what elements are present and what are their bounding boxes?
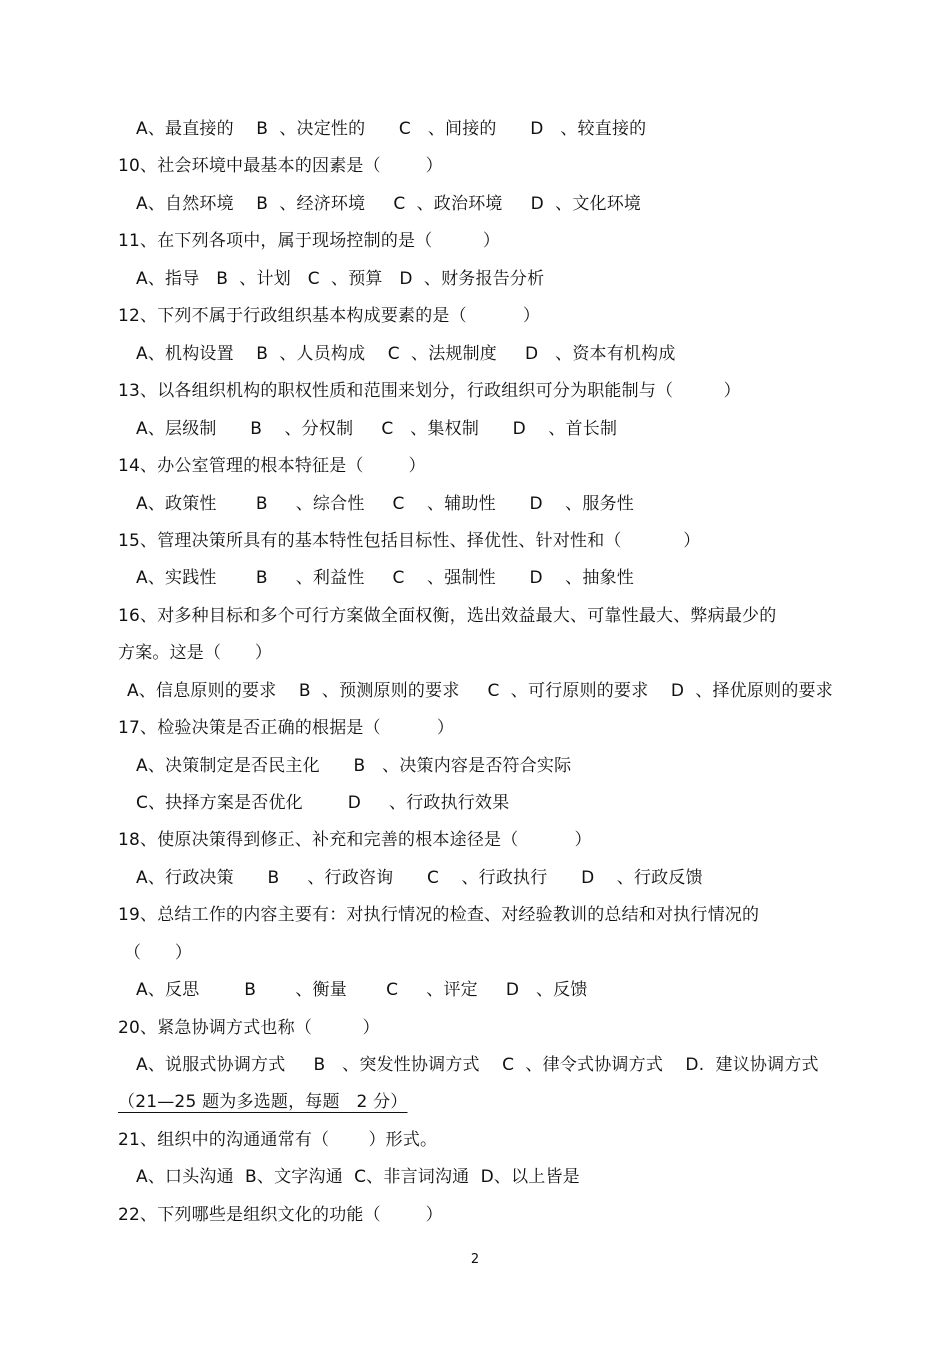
question-13: 13、以各组织机构的职权性质和范围来划分，行政组织可分为职能制与（ ） [118,381,741,401]
question-11-options: A、指导 B 、计划 C 、预算 D 、财务报告分析 [136,269,545,289]
question-17-options-cd: C、抉择方案是否优化 D 、行政执行效果 [136,793,510,813]
question-20-options: A、说服式协调方式 B 、突发性协调方式 C 、律令式协调方式 D. 建议协调方式 [136,1055,819,1075]
question-22: 22、下列哪些是组织文化的功能（ ） [118,1205,443,1225]
page-number: 2 [470,1252,480,1267]
question-15: 15、管理决策所具有的基本特性包括目标性、择优性、针对性和（ ） [118,531,701,551]
question-9-options: A、最直接的 B 、决定性的 C 、间接的 D 、较直接的 [136,119,647,139]
question-15-options: A、实践性 B 、利益性 C 、强制性 D 、抽象性 [136,568,634,588]
question-18-options: A、行政决策 B 、行政咨询 C 、行政执行 D 、行政反馈 [136,868,703,888]
question-19-continued: （ ） [124,943,193,963]
question-20: 20、紧急协调方式也称（ ） [118,1018,380,1038]
question-16: 16、对多种目标和多个可行方案做全面权衡，选出效益最大、可靠性最大、弊病最少的 [118,606,777,626]
question-13-options: A、层级制 B 、分权制 C 、集权制 D 、首长制 [136,419,618,439]
question-21-options: A、口头沟通 B、文字沟通 C、非言词沟通 D、以上皆是 [136,1167,580,1187]
multiple-choice-note: （21—25 题为多选题，每题 2 分） [118,1092,408,1112]
question-16-continued: 方案。这是（ ） [118,643,273,663]
question-18: 18、使原决策得到修正、补充和完善的根本途径是（ ） [118,830,592,850]
question-12-options: A、机构设置 B 、人员构成 C 、法规制度 D 、资本有机构成 [136,344,676,364]
question-11: 11、在下列各项中，属于现场控制的是（ ） [118,231,501,251]
question-17: 17、检验决策是否正确的根据是（ ） [118,718,455,738]
question-19-options: A、反思 B 、衡量 C 、评定 D 、反馈 [136,980,588,1000]
question-14-options: A、政策性 B 、综合性 C 、辅助性 D 、服务性 [136,494,634,514]
question-12: 12、下列不属于行政组织基本构成要素的是（ ） [118,306,541,326]
question-21: 21、组织中的沟通通常有（ ）形式。 [118,1130,438,1150]
question-16-options: A、信息原则的要求 B 、预测原则的要求 C 、可行原则的要求 D 、择优原则的要求 [127,681,833,701]
question-14: 14、办公室管理的根本特征是（ ） [118,456,426,476]
question-19: 19、总结工作的内容主要有：对执行情况的检查、对经验教训的总结和对执行情况的 [118,905,760,925]
question-17-options-ab: A、决策制定是否民主化 B 、决策内容是否符合实际 [136,756,572,776]
question-10: 10、社会环境中最基本的因素是（ ） [118,156,443,176]
question-10-options: A、自然环境 B 、经济环境 C 、政治环境 D 、文化环境 [136,194,642,214]
